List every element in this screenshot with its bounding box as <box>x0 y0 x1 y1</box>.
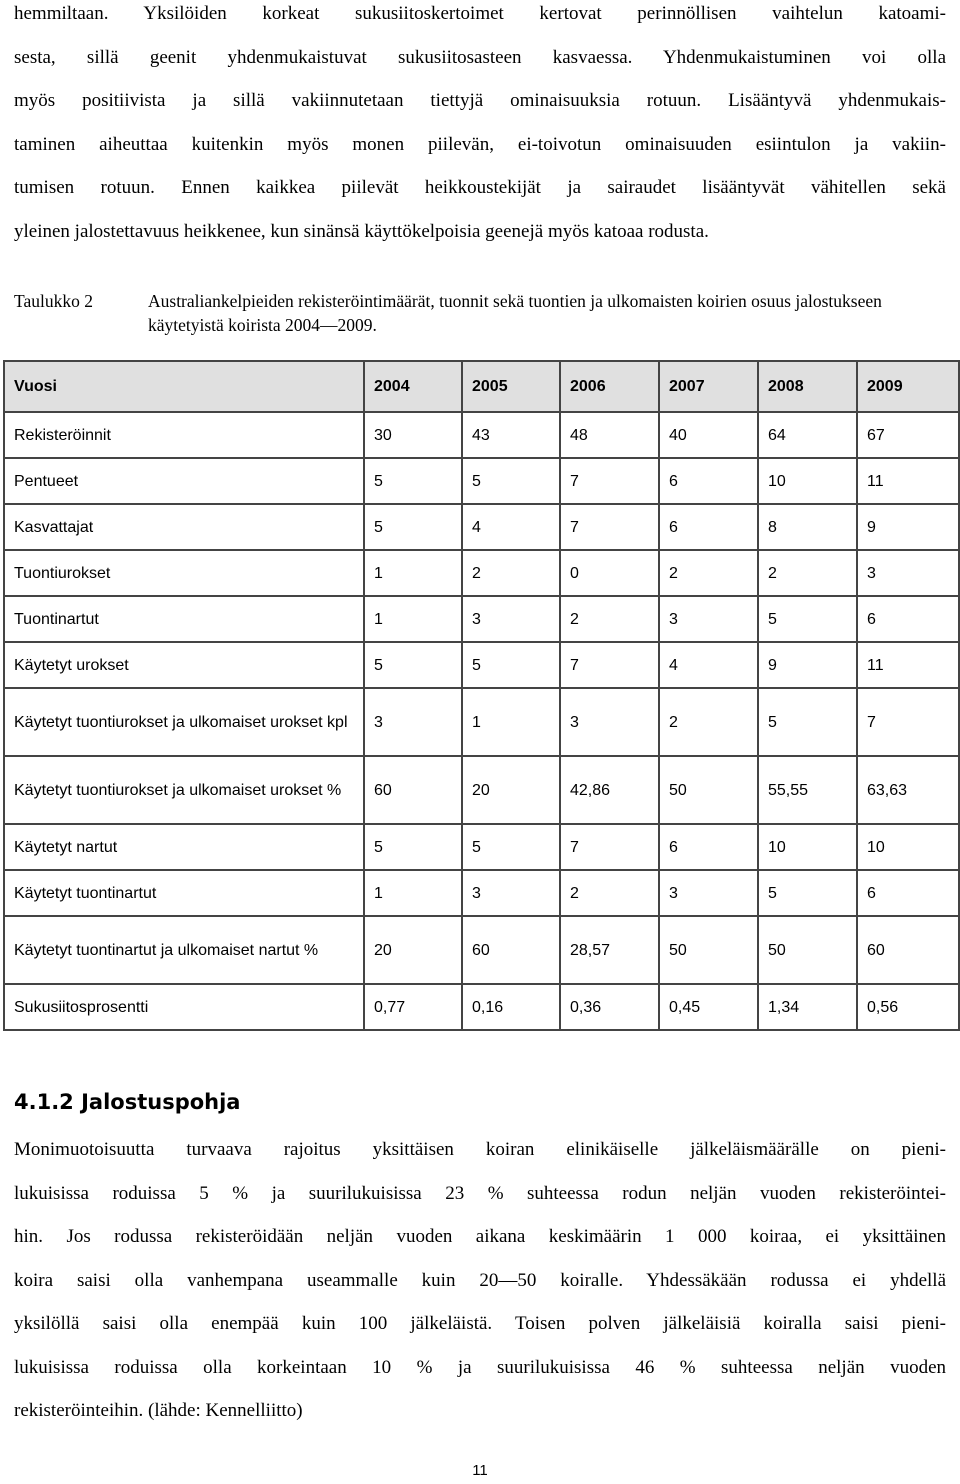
row-label: Sukusiitosprosentti <box>4 984 364 1030</box>
row-value: 1 <box>364 550 462 596</box>
intro-line: taminen aiheuttaa kuitenkin myös monen piilevän, ei-toivotun ominaisuuden esiintulon ja vakiin- <box>14 133 946 155</box>
row-value: 5 <box>462 642 560 688</box>
row-value: 0,77 <box>364 984 462 1030</box>
row-value: 4 <box>462 504 560 550</box>
page-number: 11 <box>472 1462 488 1479</box>
row-value: 3 <box>659 870 758 916</box>
table-row <box>4 756 959 824</box>
body-line: yksilöllä saisi olla enempää kuin 100 jälkeläistä. Toisen polven jälkeläisiä koiralla saisi pieni- <box>14 1313 946 1334</box>
row-value: 60 <box>857 916 959 984</box>
row-value: 0 <box>560 550 659 596</box>
table-caption-label: Taulukko 2 <box>14 291 93 311</box>
row-value: 2 <box>758 550 857 596</box>
row-value: 42,86 <box>560 756 659 824</box>
row-label: Käytetyt nartut <box>4 824 364 870</box>
row-value: 11 <box>857 642 959 688</box>
intro-paragraph <box>14 0 946 253</box>
row-value: 10 <box>758 824 857 870</box>
row-label: Käytetyt tuontinartut <box>4 870 364 916</box>
row-value: 0,56 <box>857 984 959 1030</box>
row-value: 2 <box>659 688 758 756</box>
intro-line: hemmiltaan. Yksilöiden korkeat sukusiitoskertoimet kertovat perinnöllisen vaihtelun katoami- <box>14 3 946 24</box>
table-row <box>4 688 959 756</box>
intro-line: sesta, sillä geenit yhdenmukaistuvat sukusiitosasteen kasvaessa. Yhdenmukaistuminen voi olla <box>14 46 946 68</box>
section-heading: 4.1.2 Jalostuspohja <box>14 1090 241 1114</box>
row-value: 5 <box>758 596 857 642</box>
body-paragraph <box>14 1128 946 1433</box>
row-value: 6 <box>857 870 959 916</box>
row-value: 5 <box>462 458 560 504</box>
table-row <box>4 504 959 550</box>
row-value: 50 <box>659 756 758 824</box>
row-label: Käytetyt tuontiurokset ja ulkomaiset urokset kpl <box>4 688 364 756</box>
row-value: 28,57 <box>560 916 659 984</box>
row-label: Käytetyt tuontinartut ja ulkomaiset nartut % <box>4 916 364 984</box>
row-label: Tuontinartut <box>4 596 364 642</box>
row-value: 67 <box>857 412 959 458</box>
row-value: 64 <box>758 412 857 458</box>
row-value: 48 <box>560 412 659 458</box>
table-header-year: 2004 <box>364 361 462 412</box>
row-value: 3 <box>364 688 462 756</box>
row-value: 30 <box>364 412 462 458</box>
row-value: 6 <box>659 824 758 870</box>
row-value: 2 <box>560 870 659 916</box>
row-value: 7 <box>560 642 659 688</box>
row-value: 7 <box>857 688 959 756</box>
body-line: rekisteröinteihin. (lähde: Kennelliitto) <box>14 1400 303 1421</box>
row-label: Käytetyt tuontiurokset ja ulkomaiset urokset % <box>4 756 364 824</box>
intro-line: tumisen rotuun. Ennen kaikkea piilevät heikkoustekijät ja sairaudet lisääntyvät vähitellen sekä <box>14 177 946 198</box>
row-value: 1 <box>462 688 560 756</box>
row-value: 3 <box>462 870 560 916</box>
row-value: 2 <box>462 550 560 596</box>
table-row <box>4 412 959 458</box>
row-value: 43 <box>462 412 560 458</box>
row-value: 5 <box>758 870 857 916</box>
row-value: 6 <box>659 458 758 504</box>
row-value: 5 <box>758 688 857 756</box>
row-value: 3 <box>462 596 560 642</box>
table-row <box>4 596 959 642</box>
row-value: 4 <box>659 642 758 688</box>
row-value: 20 <box>364 916 462 984</box>
table-header-year: 2009 <box>857 361 959 412</box>
row-value: 55,55 <box>758 756 857 824</box>
row-value: 1,34 <box>758 984 857 1030</box>
body-line: lukuisissa roduissa 5 % ja suurilukuisissa 23 % suhteessa rodun neljän vuoden rekisteröintei- <box>14 1182 946 1204</box>
row-value: 5 <box>364 642 462 688</box>
row-value: 2 <box>659 550 758 596</box>
row-value: 3 <box>857 550 959 596</box>
table-header-year: 2007 <box>659 361 758 412</box>
row-value: 0,45 <box>659 984 758 1030</box>
row-value: 1 <box>364 870 462 916</box>
row-label: Pentueet <box>4 458 364 504</box>
row-value: 60 <box>364 756 462 824</box>
body-line: Monimuotoisuutta turvaava rajoitus yksittäisen koiran elinikäiselle jälkeläismäärälle on pieni- <box>14 1139 946 1160</box>
row-value: 63,63 <box>857 756 959 824</box>
row-value: 40 <box>659 412 758 458</box>
table-header-year: 2006 <box>560 361 659 412</box>
row-value: 5 <box>462 824 560 870</box>
row-value: 9 <box>857 504 959 550</box>
table-header-year: 2008 <box>758 361 857 412</box>
table-row <box>4 984 959 1030</box>
table-caption-text: Australiankelpieiden rekisteröintimäärät, tuonnit sekä tuontien ja ulkomaisten koirien osuus jalostukseen käytetyistä koirista 2004—2009. <box>148 291 882 335</box>
registration-table <box>3 360 960 1031</box>
row-value: 7 <box>560 824 659 870</box>
row-value: 10 <box>758 458 857 504</box>
body-line: koira saisi olla vanhempana useammalle kuin 20—50 koiralle. Yhdessäkään rodussa ei yhdellä <box>14 1269 946 1291</box>
row-value: 0,16 <box>462 984 560 1030</box>
table-header-label: Vuosi <box>4 361 364 412</box>
row-value: 5 <box>364 824 462 870</box>
table-body <box>4 412 959 1030</box>
row-value: 3 <box>659 596 758 642</box>
row-label: Kasvattajat <box>4 504 364 550</box>
row-value: 10 <box>857 824 959 870</box>
intro-line: yleinen jalostettavuus heikkenee, kun sinänsä käyttökelpoisia geenejä myös katoaa rodusta. <box>14 220 709 242</box>
row-value: 7 <box>560 458 659 504</box>
intro-line: myös positiivista ja sillä vakiinnutetaan tiettyjä ominaisuuksia rotuun. Lisääntyvä yhdenmukais- <box>14 90 946 111</box>
row-value: 50 <box>758 916 857 984</box>
table-row <box>4 458 959 504</box>
row-value: 8 <box>758 504 857 550</box>
body-line: hin. Jos rodussa rekisteröidään neljän vuoden aikana keskimäärin 1 000 koiraa, ei yksittäinen <box>14 1226 946 1247</box>
row-value: 5 <box>364 458 462 504</box>
table-header-year: 2005 <box>462 361 560 412</box>
row-value: 9 <box>758 642 857 688</box>
table-row <box>4 550 959 596</box>
row-value: 50 <box>659 916 758 984</box>
row-value: 1 <box>364 596 462 642</box>
table-row <box>4 642 959 688</box>
body-line: lukuisissa roduissa olla korkeintaan 10 % ja suurilukuisissa 46 % suhteessa neljän vuoden <box>14 1356 946 1378</box>
row-value: 60 <box>462 916 560 984</box>
table-row <box>4 870 959 916</box>
table-header-row <box>4 361 959 412</box>
row-value: 0,36 <box>560 984 659 1030</box>
row-label: Tuontiurokset <box>4 550 364 596</box>
table-row <box>4 916 959 984</box>
table-row <box>4 824 959 870</box>
row-value: 6 <box>857 596 959 642</box>
row-value: 11 <box>857 458 959 504</box>
row-label: Rekisteröinnit <box>4 412 364 458</box>
row-value: 7 <box>560 504 659 550</box>
row-value: 5 <box>364 504 462 550</box>
row-value: 2 <box>560 596 659 642</box>
row-value: 20 <box>462 756 560 824</box>
row-value: 6 <box>659 504 758 550</box>
row-label: Käytetyt urokset <box>4 642 364 688</box>
row-value: 3 <box>560 688 659 756</box>
